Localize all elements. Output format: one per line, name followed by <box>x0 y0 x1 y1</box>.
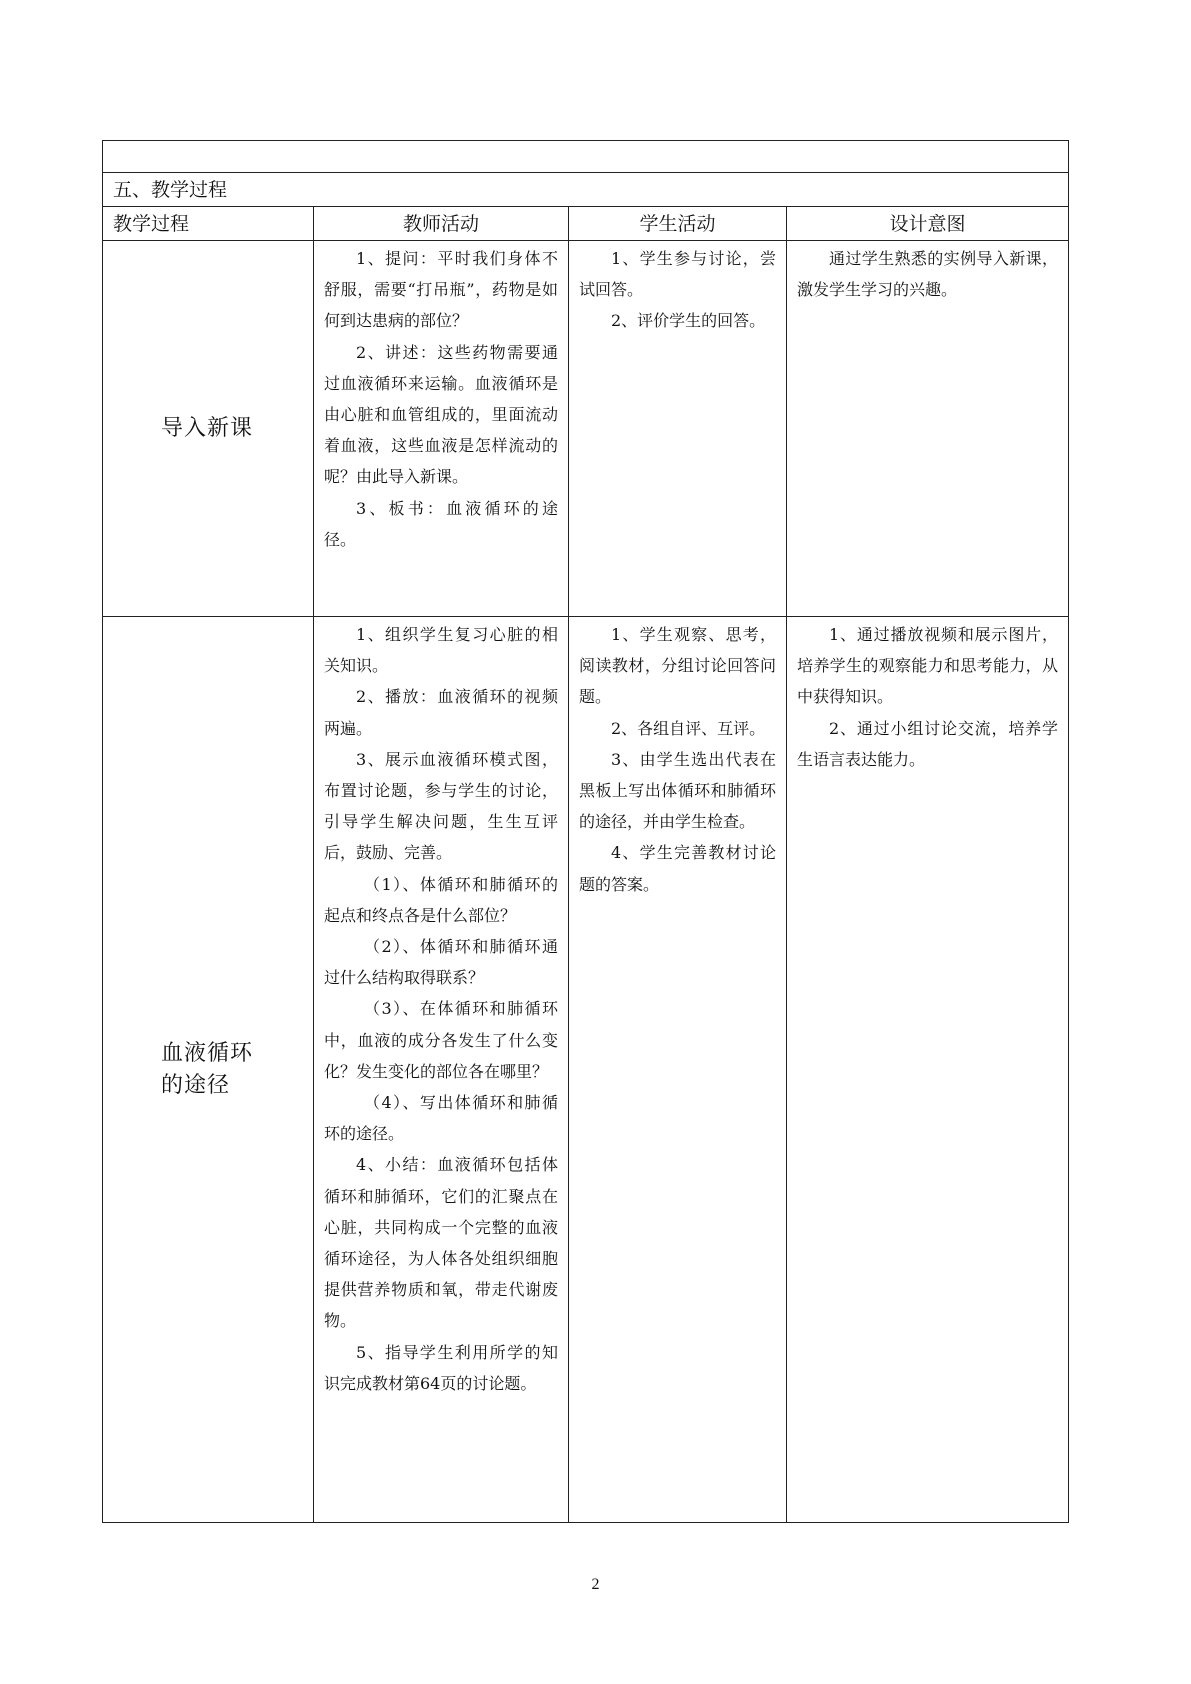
teacher-step: 5、指导学生利用所学的知识完成教材第64页的讨论题。 <box>324 1342 558 1393</box>
intent-text: 2、通过小组讨论交流，培养学生语言表达能力。 <box>797 718 1058 769</box>
intent-text: 通过学生熟悉的实例导入新课，激发学生学习的兴趣。 <box>797 249 1058 300</box>
table-row <box>103 241 1069 617</box>
teacher-step: 3、板书：血液循环的途径。 <box>324 498 558 549</box>
header-teacher: 教师活动 <box>314 207 569 241</box>
intent-text: 1、通过播放视频和展示图片，培养学生的观察能力和思考能力，从中获得知识。 <box>797 625 1058 707</box>
teacher-step: 4、小结：血液循环包括体循环和肺循环，它们的汇聚点在心脏，共同构成一个完整的血液循环途径，为人体各处组织细胞提供营养物质和氧，带走代谢废物。 <box>324 1155 558 1331</box>
table-row <box>103 617 1069 1523</box>
teacher-step: 1、提问：平时我们身体不舒服，需要“打吊瓶”，药物是如何到达患病的部位？ <box>324 249 558 331</box>
student-step: 4、学生完善教材讨论题的答案。 <box>579 843 776 894</box>
teacher-step: 1、组织学生复习心脏的相关知识。 <box>324 625 558 676</box>
teacher-step: 2、讲述：这些药物需要通过血液循环来运输。血液循环是由心脏和血管组成的，里面流动着血液，这些血液是怎样流动的呢？由此导入新课。 <box>324 342 558 487</box>
discussion-question: （2）、体循环和肺循环通过什么结构取得联系？ <box>324 937 558 988</box>
student-step: 1、学生参与讨论，尝试回答。 <box>579 249 776 300</box>
phase-label-line: 的途径 <box>161 1072 231 1098</box>
section-row <box>103 173 1069 207</box>
student-step: 3、由学生选出代表在黑板上写出体循环和肺循环的途径，并由学生检查。 <box>579 749 776 832</box>
student-step: 2、评价学生的回答。 <box>611 311 766 331</box>
teacher-step: 2、播放：血液循环的视频两遍。 <box>324 687 558 738</box>
header-student: 学生活动 <box>569 207 787 241</box>
teacher-step: 3、展示血液循环模式图，布置讨论题，参与学生的讨论，引导学生解决问题，生生互评后，鼓励、完善。 <box>324 749 558 863</box>
student-step: 2、各组自评、互评。 <box>611 718 766 738</box>
lesson-table <box>102 140 1069 1523</box>
discussion-question: （4）、写出体循环和肺循环的途径。 <box>324 1093 558 1144</box>
page-number: 2 <box>591 1576 600 1593</box>
header-intent: 设计意图 <box>787 207 1069 241</box>
phase-cell <box>103 617 314 1523</box>
header-row <box>103 207 1069 241</box>
student-step: 1、学生观察、思考，阅读教材，分组讨论回答问题。 <box>579 625 776 707</box>
phase-label-line: 血液循环 <box>161 1040 254 1066</box>
blank-row <box>103 141 1069 173</box>
intent-cell <box>787 617 1069 1523</box>
discussion-question: （3）、在体循环和肺循环中，血液的成分各发生了什么变化？发生变化的部位各在哪里？ <box>324 999 558 1081</box>
student-cell <box>569 241 787 617</box>
phase-label <box>103 1038 313 1102</box>
intent-cell <box>787 241 1069 617</box>
teacher-cell <box>314 617 569 1523</box>
phase-label: 导入新课 <box>161 415 254 441</box>
teacher-cell <box>314 241 569 617</box>
discussion-question: （1）、体循环和肺循环的起点和终点各是什么部位？ <box>324 874 558 925</box>
header-process: 教学过程 <box>103 207 314 241</box>
section-title: 五、教学过程 <box>103 173 1069 207</box>
student-cell <box>569 617 787 1523</box>
phase-cell <box>103 241 314 617</box>
